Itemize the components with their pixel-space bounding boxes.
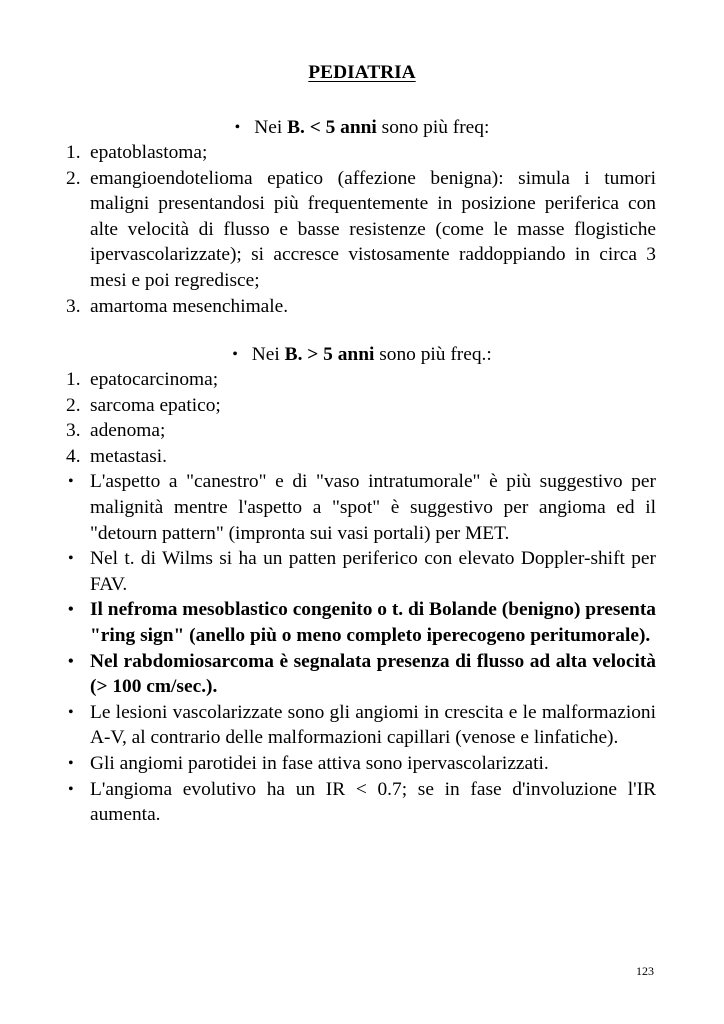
bullet-text: Le lesioni vascolarizzate sono gli angiomi in crescita e le malformazioni A-V, al contrario delle malformazioni capillari (venose e linfatiche).	[90, 701, 656, 749]
section2-heading	[0, 342, 724, 369]
bullet-icon: •	[234, 119, 241, 136]
bullet-item	[66, 700, 656, 751]
section2-heading-prefix: Nei	[251, 344, 285, 365]
list-item	[66, 166, 656, 294]
list-item-text: emangioendotelioma epatico (affezione benigna): simula i tumori maligni presentandosi più frequentemente in posizione periferica con alte velocità di flusso e basse resistenze (come le masse flogistiche ipervascolarizzate); si accresce vistosamente raddoppiando in circa 3 mesi e poi regredisce;	[90, 167, 656, 291]
list-item-text: metastasi.	[90, 445, 168, 467]
bullet-text: Nel t. di Wilms si ha un patten periferico con elevato Doppler-shift per FAV.	[90, 548, 656, 595]
bullet-text: L'aspetto a "canestro" e di "vaso intratumorale" è più suggestivo per malignità mentre l'aspetto a "spot" è suggestivo per angioma ed il "detourn pattern" (impronta sui vasi portali) per MET.	[90, 471, 656, 544]
section1-heading-bold: B. < 5 anni	[287, 117, 377, 138]
bullet-item	[66, 751, 656, 777]
section2-list	[66, 367, 656, 828]
bullet-item	[66, 469, 656, 546]
list-marker: 3.	[66, 420, 81, 442]
list-item-text: sarcoma epatico;	[90, 394, 221, 416]
section2-heading-bold: B. > 5 anni	[284, 344, 375, 365]
bullet-icon: •	[68, 473, 74, 491]
list-marker: 4.	[66, 445, 81, 467]
bullet-text: L'angioma evolutivo ha un IR < 0.7; se in fase d'involuzione l'IR aumenta.	[90, 778, 656, 826]
bullet-icon: •	[68, 780, 74, 798]
bullet-icon: •	[68, 652, 74, 670]
bullet-text: Il nefroma mesoblastico congenito o t. di Bolande (benigno) presenta "ring sign" (anello più o meno completo iperecogeno peritumorale).	[90, 599, 656, 646]
list-marker: 1.	[66, 142, 81, 163]
list-item-text: adenoma;	[90, 420, 166, 442]
bullet-item	[66, 597, 656, 648]
section1-heading	[0, 115, 724, 142]
list-item	[66, 418, 656, 444]
page-title: PEDIATRIA	[308, 62, 416, 83]
list-item	[66, 393, 656, 419]
list-item	[66, 367, 656, 393]
bullet-item	[66, 546, 656, 597]
bullet-icon: •	[68, 550, 74, 568]
list-marker: 1.	[66, 369, 81, 390]
section1-heading-prefix: Nei	[254, 117, 288, 138]
bullet-icon: •	[68, 703, 74, 721]
bullet-icon: •	[232, 346, 238, 363]
list-item	[66, 140, 656, 166]
list-item	[66, 444, 656, 470]
bullet-icon: •	[68, 601, 74, 619]
list-item	[66, 294, 656, 320]
bullet-item	[66, 777, 656, 828]
list-item-text: epatocarcinoma;	[90, 369, 219, 390]
list-item-text: epatoblastoma;	[90, 142, 208, 163]
list-marker: 2.	[66, 167, 81, 189]
bullet-item	[66, 649, 656, 700]
section2-heading-suffix: sono più freq.:	[374, 344, 492, 365]
section1-heading-suffix: sono più freq:	[376, 117, 490, 138]
list-marker: 3.	[66, 295, 81, 317]
bullet-icon: •	[68, 754, 74, 772]
page-number: 123	[636, 964, 654, 978]
list-marker: 2.	[66, 394, 81, 416]
section1-list	[66, 140, 656, 319]
list-item-text: amartoma mesenchimale.	[90, 295, 289, 317]
bullet-text: Nel rabdomiosarcoma è segnalata presenza di flusso ad alta velocità (> 100 cm/sec.).	[90, 650, 656, 698]
bullet-text: Gli angiomi parotidei in fase attiva sono ipervascolarizzati.	[90, 752, 549, 774]
